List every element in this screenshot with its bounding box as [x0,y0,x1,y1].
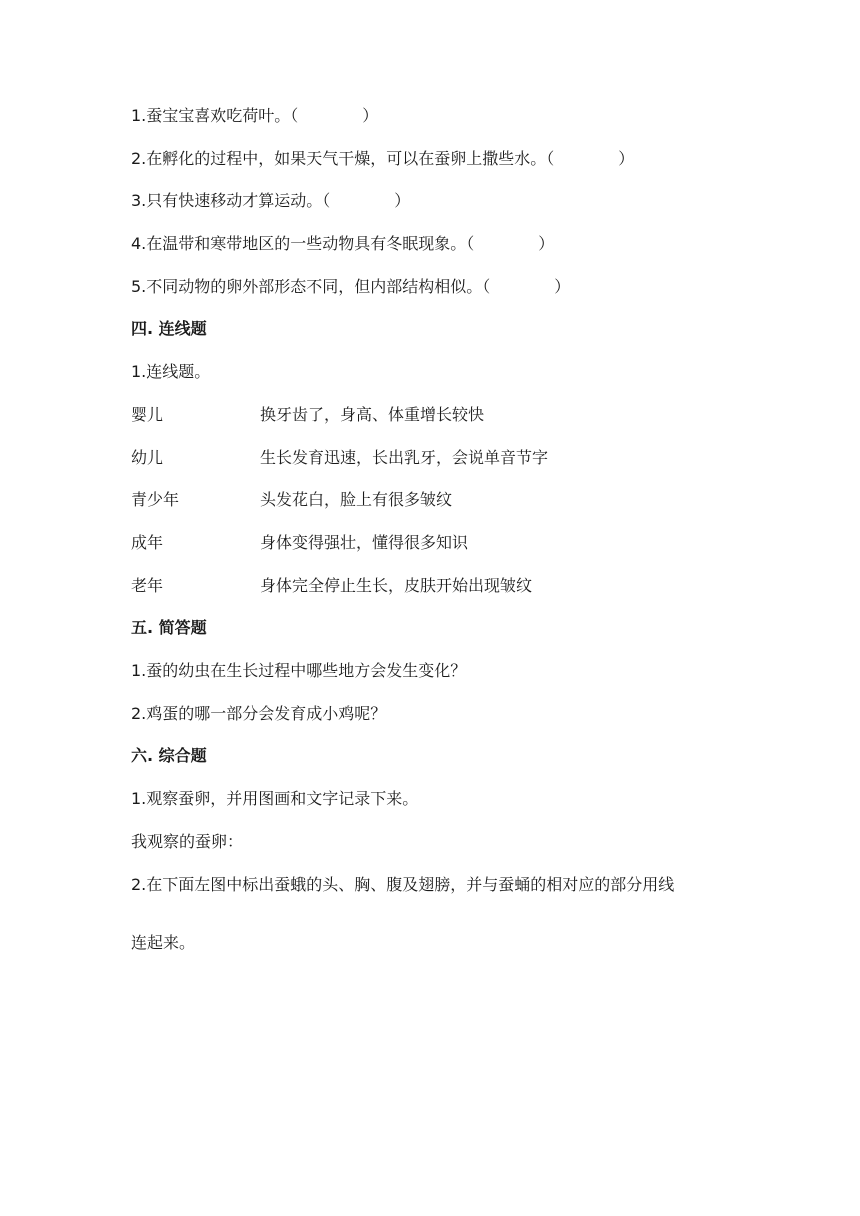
match-right-item[interactable]: 换牙齿了，身高、体重增长较快 [260,405,485,424]
item-close-paren: ） [362,106,379,125]
section-heading-comprehensive: 六. 综合题 [131,746,207,765]
item-number: 4. [131,234,147,253]
item-text: 连线题。 [146,362,211,381]
item-text: 鸡蛋的哪一部分会发育成小鸡呢？ [146,704,387,723]
item-text: 在孵化的过程中，如果天气干燥，可以在蚕卵上撒些水。（ [146,149,555,168]
comprehensive-item-2 [131,875,674,895]
item-close-paren: ） [538,234,555,253]
section-heading-short-answer: 五. 简答题 [131,618,207,637]
match-left-item[interactable]: 成年 [131,533,164,552]
judgement-item-4 [131,234,554,254]
match-left-item[interactable]: 幼儿 [131,448,164,467]
item-text: 不同动物的卵外部形态不同，但内部结构相似。（ [146,277,491,296]
judgement-item-2 [131,149,634,169]
match-right-item[interactable]: 头发花白，脸上有很多皱纹 [260,490,453,509]
item-close-paren: ） [554,277,571,296]
item-close-paren: ） [618,149,635,168]
observation-label: 我观察的蚕卵： [131,832,244,851]
item-number: 2. [131,875,147,894]
match-left-item[interactable]: 婴儿 [131,405,164,424]
item-text: 在温带和寒带地区的一些动物具有冬眠现象。（ [146,234,475,253]
match-left-item[interactable]: 老年 [131,576,164,595]
item-text: 蚕的幼虫在生长过程中哪些地方会发生变化？ [146,661,467,680]
item-number: 3. [131,191,147,210]
comprehensive-item-1 [131,789,418,809]
item-number: 1. [131,362,147,381]
item-number: 1. [131,106,147,125]
item-number: 1. [131,661,147,680]
short-answer-item-1 [131,661,466,681]
item-close-paren: ） [394,191,411,210]
item-number: 5. [131,277,147,296]
item-text: 只有快速移动才算运动。（ [146,191,331,210]
judgement-item-5 [131,277,570,297]
judgement-item-3 [131,191,410,211]
item-number: 1. [131,789,147,808]
comprehensive-item-2-continued: 连起来。 [131,933,196,952]
match-right-item[interactable]: 生长发育迅速，长出乳牙，会说单音节字 [260,448,549,467]
short-answer-item-2 [131,704,386,724]
item-text: 在下面左图中标出蚕蛾的头、胸、腹及翅膀，并与蚕蛹的相对应的部分用线 [146,875,675,894]
match-right-item[interactable]: 身体完全停止生长，皮肤开始出现皱纹 [260,576,533,595]
section-heading-matching: 四. 连线题 [131,319,207,338]
item-number: 2. [131,704,147,723]
matching-question [131,362,210,382]
item-text: 蚕宝宝喜欢吃荷叶。（ [146,106,299,125]
match-left-item[interactable]: 青少年 [131,490,180,509]
match-right-item[interactable]: 身体变得强壮，懂得很多知识 [260,533,469,552]
item-number: 2. [131,149,147,168]
item-text: 观察蚕卵，并用图画和文字记录下来。 [146,789,419,808]
judgement-item-1 [131,106,378,126]
